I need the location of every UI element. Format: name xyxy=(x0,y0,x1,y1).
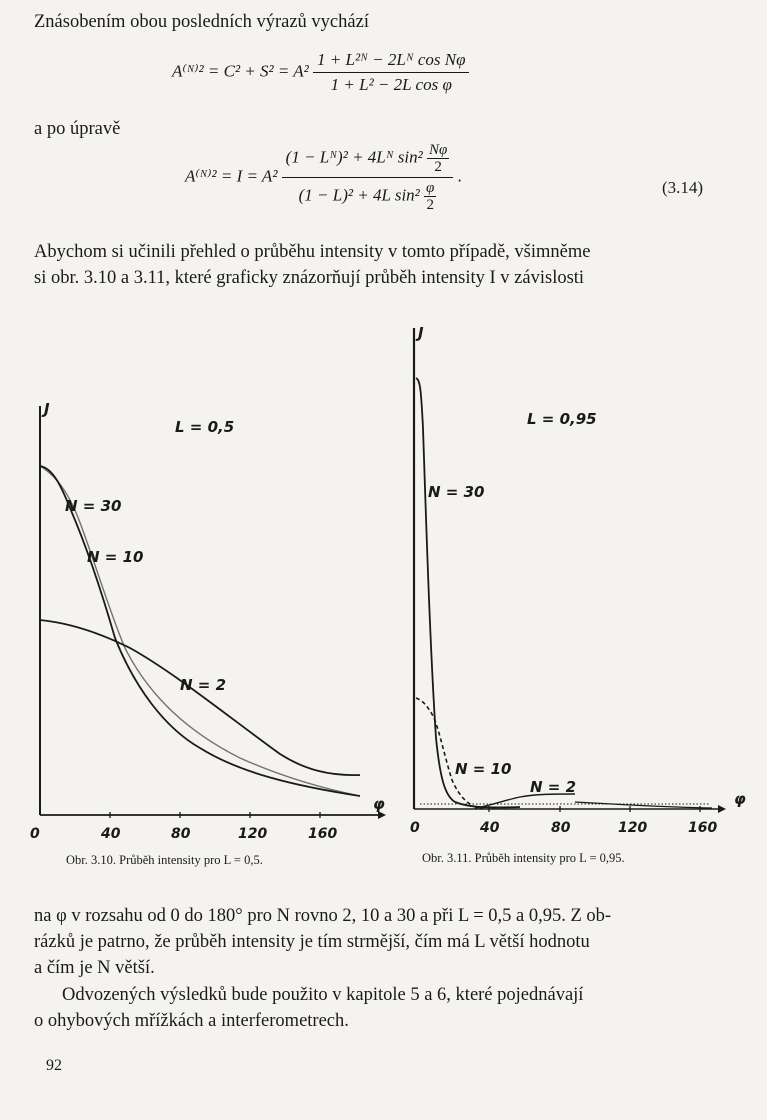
fig2-parameter-label: L = 0,95 xyxy=(527,410,597,428)
figure-3-10-caption: Obr. 3.10. Průběh intensity pro L = 0,5. xyxy=(66,853,263,867)
fig2-x-label: φ xyxy=(734,790,746,808)
equation-2-numerator-subfraction xyxy=(427,142,449,175)
figure-3-11-caption: Obr. 3.11. Průběh intensity pro L = 0,95. xyxy=(422,851,625,865)
fig1-curve-n2 xyxy=(40,620,360,775)
fig1-curve-label-n2: N = 2 xyxy=(180,676,227,694)
fig1-y-label: J xyxy=(44,400,50,418)
fig2-tick-80: 80 xyxy=(551,820,571,836)
figures-svg xyxy=(0,318,767,858)
fig2-curve-label-n10: N = 10 xyxy=(455,760,512,778)
fig2-curve-n30 xyxy=(416,378,520,807)
equation-2-fraction xyxy=(282,142,454,213)
equation-2-denominator xyxy=(282,177,454,213)
fig1-tick-160: 160 xyxy=(308,826,338,842)
figure-3-11 xyxy=(410,324,746,836)
equation-1-lhs: A⁽ᴺ⁾² = C² + S² = A² xyxy=(172,61,309,81)
paragraph-2-line-2: rázků je patrno, že průběh intensity je tím strmější, čím má L větší hodnotu xyxy=(34,932,590,952)
equation-2-dot: . xyxy=(457,166,462,186)
figure-3-10 xyxy=(30,400,386,842)
equation-1-denominator: 1 + L² − 2L cos φ xyxy=(313,72,469,95)
equation-1-numerator: 1 + L²ᴺ − 2Lᴺ cos Nφ xyxy=(317,50,466,69)
subfraction-num: φ xyxy=(426,180,435,196)
equation-1 xyxy=(172,50,469,95)
fig1-tick-80: 80 xyxy=(171,826,191,842)
equation-1-fraction xyxy=(313,50,469,95)
equation-2-numerator-text: (1 − Lᴺ)² + 4Lᴺ sin² xyxy=(285,147,423,167)
fig1-curve-label-n30: N = 30 xyxy=(65,497,122,515)
equation-2 xyxy=(185,142,462,213)
paragraph-2-line-1: na φ v rozsahu od 0 do 180° pro N rovno 2, 10 a 30 a při L = 0,5 a 0,95. Z ob- xyxy=(34,906,612,926)
fig2-tick-120: 120 xyxy=(618,820,648,836)
equation-2-lhs: A⁽ᴺ⁾² = I = A² xyxy=(185,166,278,186)
paragraph-3-line-2: o ohybových mřížkách a interferometrech. xyxy=(34,1011,349,1031)
equation-2-numerator xyxy=(282,142,454,177)
fig2-tick-0: 0 xyxy=(410,820,420,836)
subfraction-den: 2 xyxy=(424,196,436,213)
fig2-curve-label-n30: N = 30 xyxy=(428,483,485,501)
paragraph-1-line-2: si obr. 3.10 a 3.11, které graficky znázorňují průběh intensity I v závislosti xyxy=(34,268,585,288)
fig1-x-label: φ xyxy=(373,795,385,813)
equation-2-denominator-text: (1 − L)² + 4L sin² xyxy=(298,185,420,205)
equation-2-denominator-subfraction xyxy=(424,180,436,213)
subfraction-num: Nφ xyxy=(428,142,448,158)
fig2-tick-160: 160 xyxy=(688,820,718,836)
fig1-curve-label-n10: N = 10 xyxy=(87,548,144,566)
fig1-tick-0: 0 xyxy=(30,826,40,842)
fig2-curve-tail xyxy=(575,802,712,808)
intro-text: Znásobením obou posledních výrazů vychází xyxy=(34,12,369,32)
fig2-tick-40: 40 xyxy=(480,820,500,836)
page-number: 92 xyxy=(46,1057,62,1074)
fig1-tick-120: 120 xyxy=(238,826,268,842)
paragraph-3-line-1: Odvozených výsledků bude použito v kapitole 5 a 6, které pojednávají xyxy=(62,985,584,1005)
fig1-parameter-label: L = 0,5 xyxy=(175,418,235,436)
equation-number: (3.14) xyxy=(662,178,704,197)
fig2-y-label: J xyxy=(418,324,424,342)
fig2-x-arrow xyxy=(718,805,726,813)
after-text: a po úpravě xyxy=(34,119,121,139)
subfraction-den: 2 xyxy=(427,158,449,175)
fig2-curve-label-n2: N = 2 xyxy=(530,778,577,796)
fig2-curve-n10 xyxy=(416,698,485,809)
fig2-curve-n2 xyxy=(475,794,575,808)
paragraph-1-line-1: Abychom si učinili přehled o průběhu intensity v tomto případě, všimněme xyxy=(34,242,591,262)
paragraph-2-line-3: a čím je N větší. xyxy=(34,958,155,978)
fig1-tick-40: 40 xyxy=(101,826,121,842)
